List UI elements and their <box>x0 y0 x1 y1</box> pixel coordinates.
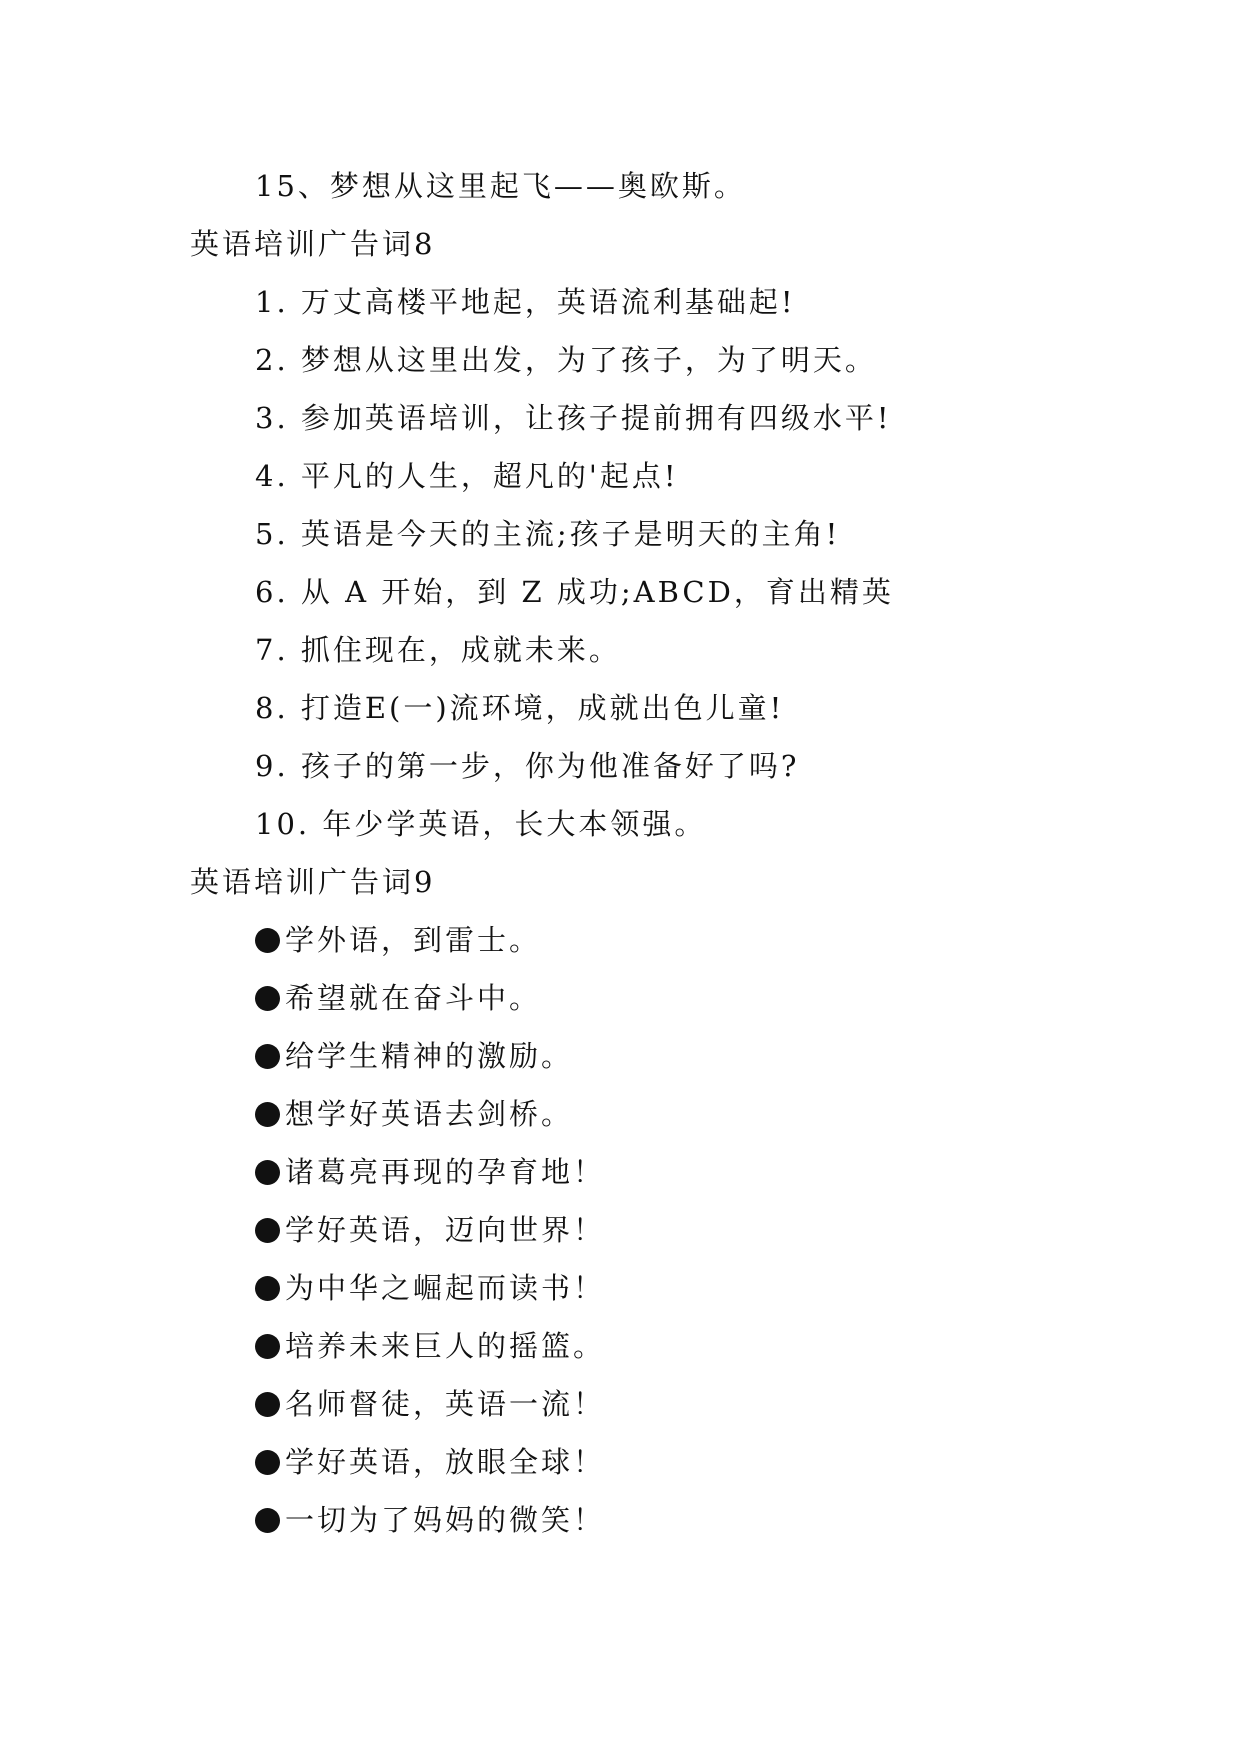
list-item: 6. 从 A 开始，到 Z 成功;ABCD，育出精英 <box>255 575 894 609</box>
bullet-text: 给学生精神的激励。 <box>285 1039 574 1073</box>
bullet-text: 培养未来巨人的摇篮。 <box>285 1329 606 1363</box>
bullet-icon <box>255 1334 280 1359</box>
list-item: 9. 孩子的第一步，你为他准备好了吗? <box>255 749 800 783</box>
list-item: 5. 英语是今天的主流;孩子是明天的主角! <box>255 517 841 551</box>
bullet-text: 想学好英语去剑桥。 <box>285 1097 574 1131</box>
bullet-list-item <box>255 1210 605 1250</box>
bullet-icon <box>255 1044 280 1069</box>
bullet-icon <box>255 1160 280 1185</box>
bullet-list-item <box>255 1036 573 1076</box>
list-item: 3. 参加英语培训，让孩子提前拥有四级水平! <box>255 401 892 435</box>
list-item: 7. 抓住现在，成就未来。 <box>255 633 621 667</box>
bullet-icon <box>255 928 280 953</box>
list-item: 15、梦想从这里起飞——奥欧斯。 <box>255 169 746 203</box>
bullet-icon <box>255 1392 280 1417</box>
list-item: 2. 梦想从这里出发，为了孩子，为了明天。 <box>255 343 877 377</box>
section-heading: 英语培训广告词9 <box>190 865 436 899</box>
bullet-list-item <box>255 1094 573 1134</box>
bullet-icon <box>255 1102 280 1127</box>
bullet-list-item <box>255 1442 605 1482</box>
list-item: 10. 年少学英语，长大本领强。 <box>255 807 707 841</box>
bullet-icon <box>255 1450 280 1475</box>
bullet-list-item <box>255 920 541 960</box>
bullet-list-item <box>255 1384 605 1424</box>
bullet-list-item <box>255 1152 605 1192</box>
bullet-list-item <box>255 1500 605 1540</box>
bullet-icon <box>255 1218 280 1243</box>
list-item: 8. 打造E(一)流环境，成就出色儿童! <box>255 691 785 725</box>
bullet-icon <box>255 1276 280 1301</box>
section-heading: 英语培训广告词8 <box>190 227 436 261</box>
bullet-text: 为中华之崛起而读书！ <box>285 1271 606 1305</box>
bullet-text: 希望就在奋斗中。 <box>285 981 542 1015</box>
bullet-list-item <box>255 1326 605 1366</box>
bullet-icon <box>255 1508 280 1533</box>
list-item: 1. 万丈高楼平地起，英语流利基础起! <box>255 285 796 319</box>
list-item: 4. 平凡的人生，超凡的'起点! <box>255 459 679 493</box>
bullet-text: 诸葛亮再现的孕育地！ <box>285 1155 606 1189</box>
bullet-list-item <box>255 1268 605 1308</box>
bullet-text: 名师督徒，英语一流！ <box>285 1387 606 1421</box>
bullet-list-item <box>255 978 541 1018</box>
bullet-text: 学外语，到雷士。 <box>285 923 542 957</box>
bullet-text: 学好英语，放眼全球！ <box>285 1445 606 1479</box>
bullet-icon <box>255 986 280 1011</box>
bullet-text: 一切为了妈妈的微笑！ <box>285 1503 606 1537</box>
bullet-text: 学好英语，迈向世界！ <box>285 1213 606 1247</box>
